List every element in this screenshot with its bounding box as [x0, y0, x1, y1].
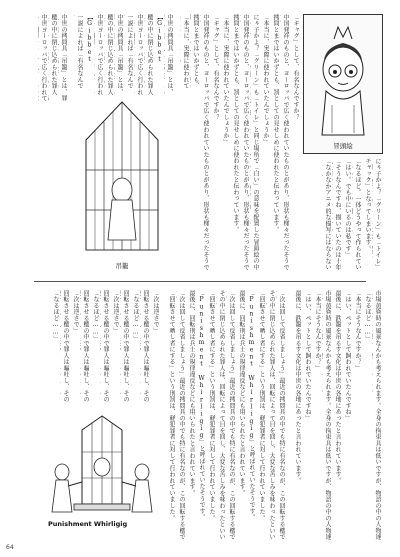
text-column: 中国発祥のものと、ヨーロッパで広く使われていたものとがあり、形状も様々だったそうで [242, 14, 249, 271]
text-column: 拷問とまではいかずとも、罰としての見せしめに使われたと伝わっています。 [232, 14, 239, 233]
text-column: チャック」となってしまいます。 [364, 158, 371, 252]
text-column: 市場黄昏時の風景なんかも考えられます。全身の拘束具は低いですが、物語の中の人物達 [324, 290, 331, 540]
text-column: 回転させる檻の中で罪人は嘔吐し、その [102, 290, 109, 403]
page-number: 64 [6, 544, 14, 551]
text-column: 「本当に、実際に使われていたんでしょうか」 [262, 14, 269, 146]
text-column: 回転させる檻の中で罪人は嘔吐し、その [62, 290, 69, 403]
text-column: 「はい、ペットとして飼われていたんですね」 [344, 290, 351, 422]
text-column: 「なるほど。一体どうやって作られてい [354, 158, 361, 271]
text-column: 「次は回して反省しましょう」最近の拷問具の中でも特に有名なのが、この回転する檻で [228, 290, 235, 540]
text-column: 回転させる檻の中で罪人は嘔吐し、その [122, 290, 129, 403]
figure-caption: Punishment Whirligig [48, 520, 128, 528]
text-column: 「なるほど……」 [52, 290, 59, 342]
text-column: 「そうなんですね、描いていたのは十年 [334, 158, 341, 271]
text-column: 「本当に、実際に使われて [182, 14, 189, 89]
text-column: 「ギャグ」として、有名なんですか？ [292, 14, 299, 121]
text-column: 中世の拷問具「吊籠」とは、 [166, 14, 173, 96]
text-column: 「本当にそうなんですか？」 [314, 290, 321, 372]
text-column: 「はい。でも中にいるのは私です」 [344, 158, 351, 258]
text-column: 最後に、回転刑は兵士の規律違反などにも用いられたと言われています。 [238, 290, 245, 497]
bottom-left-illustration [42, 412, 162, 532]
text-column: その中に閉じ込められた罪人は、回転によって目を回し、大変な苦しみを味わったといい [268, 290, 275, 540]
text-column: 「回転させて晒し者にする」という刑罰は、軽犯罪者に対して行われていました。 [258, 290, 265, 522]
text-column: 中世ヨーロッパで広く行われて [40, 14, 47, 102]
text-column: 「ギャグ」として、有名なんですか？ [212, 14, 219, 121]
text-column: 檻の中に閉じ込められた罪人 [106, 14, 113, 96]
text-column: 「回転させて晒し者にする」という刑罰は、軽犯罪者に対して行われていました。 [168, 290, 175, 522]
top-left-illustration [66, 100, 178, 276]
text-column: 一説によれば「有名なんで [76, 14, 83, 89]
text-column: 檻の中に閉じ込められた罪人 [146, 14, 153, 96]
text-column: 最後に、鉄籠を吊るす文化は中世の各地にあったと言われています。 [334, 290, 341, 484]
text-column: 中世ヨーロッパで広く行われ [96, 14, 103, 96]
text-column: 「本当にそうなんですか？」 [354, 290, 361, 372]
text-column: 「なるほど……」 [364, 290, 371, 342]
text-column: 「Punishment Whirligig」と呼ばれていたそうです。 [198, 290, 205, 521]
text-column: 「次は回して反省しましょう」最近の拷問具の中でも特に有名なのが、この回転する檻で [278, 290, 285, 540]
text-column: 回転させる檻の中で罪人は嘔吐し、その [142, 290, 149, 403]
text-column: 拷問とまではいかずとも、罰としての見せしめに使われたと伝わっています。 [272, 14, 279, 233]
text-column: 檻の中に閉じ込められた罪人 [50, 14, 57, 96]
text-column: 市場黄昏時の風景なんかも考えられます。全身の拘束具は低いですが、物語の中の人物達 [374, 290, 381, 540]
text-column: 最後に、鉄籠を吊るす文化は中世の各地にあったと言われています。 [294, 290, 301, 484]
text-column: 「なるほど……」 [132, 290, 139, 342]
text-column: 「本当に、実際に使われていたんでしょうか」 [222, 14, 229, 146]
text-column: 「なかなかアニメ的な描写にはならない [324, 158, 331, 271]
text-column: その中に閉じ込められた罪人は、回転によって目を回し、大変な苦しみを味わったといい [218, 290, 225, 540]
text-column: 「なるほど……」 [92, 290, 99, 342]
text-column: 中国発祥のものと、ヨーロッパで広く使われていたものとがあり、形状も様々だったそうで [202, 14, 209, 271]
whirligig-illustration [42, 412, 162, 518]
figure-caption: 冒頭絵 [333, 142, 353, 150]
text-column: 回転させる檻の中で罪人は嘔吐し、その [82, 290, 89, 403]
text-column: 「次は逆さで」 [72, 290, 79, 334]
text-column: 中国発祥のものと、ヨーロッパで広く使われていたものとがあり、形状も様々だったそうで [282, 14, 289, 271]
text-column: 「次は回して反省しましょう」最近の拷問具の中でも特に有名なのが、この回転する檻で [178, 290, 185, 540]
text-column: 「次は逆さで」 [112, 290, 119, 334]
character-illustration [304, 15, 382, 139]
section-divider [34, 281, 366, 282]
text-column: 中世ヨーロッパで広く行われ [136, 14, 143, 96]
text-column: 「はい、ペットとして飼われていたんですね」 [304, 290, 311, 422]
text-column: 【Gibbet [86, 14, 93, 64]
text-column: 中世の拷問具「吊籠」とは、 [116, 14, 123, 96]
text-column: 一説によれば「有名なんで [126, 14, 133, 89]
text-column: にゃ子かよ？「グリーン」も「トイレ」 [374, 158, 381, 271]
cage-illustration [66, 100, 178, 260]
figure-caption: 吊籠 [115, 262, 129, 270]
text-column: にゃ子かよ？「グリーン」も「トイレ」と同じ場所で「白い」の意味を配置した冒頭絵の中 [252, 14, 259, 271]
text-column: 最後に、回転刑は兵士の規律違反などにも用いられたと言われています。 [188, 290, 195, 497]
text-column: 「次は逆さで」 [152, 290, 159, 334]
text-column: 中世の拷問具「吊籠」とは、罪 [60, 14, 67, 102]
text-column: 「Punishment Whirligig」と呼ばれていたそうです。 [248, 290, 255, 521]
top-right-illustration [303, 14, 383, 154]
text-column: 「回転させて晒し者にする」という刑罰は、軽犯罪者に対して行われていました。 [208, 290, 215, 522]
text-column: 拷問とまではいかずとも、 [192, 14, 199, 89]
text-column: 【Gibbet [156, 14, 163, 64]
